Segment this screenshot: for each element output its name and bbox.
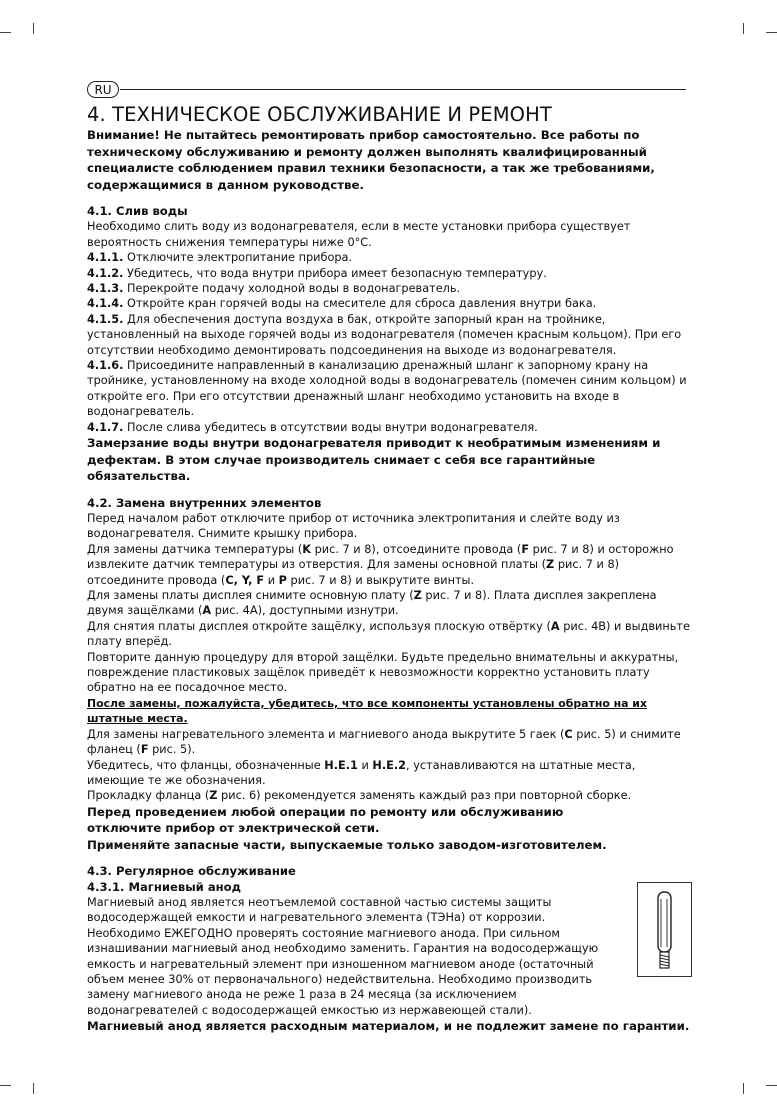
step-text: Убедитесь, что вода внутри прибора имеет безопасную температуру.: [123, 266, 547, 280]
step-number: 4.1.3.: [87, 282, 124, 296]
crop-mark: [766, 1085, 777, 1086]
replacement-paragraph: Для замены датчика температуры (K рис. 7 и 8), отсоедините провода (F рис. 7 и 8) и осторожно извлеките датчик температуры из отверстия. Для замены основной платы (Z рис. 7 и 8) отсоедините провода (С, Y, F и Р рис. 7 и 8) и выкрутите винты.: [87, 542, 674, 587]
crop-mark: [0, 32, 11, 33]
step-text: После слива убедитесь в отсутствии воды внутри водонагревателя.: [123, 420, 538, 434]
drain-step: [87, 296, 692, 311]
page-title: 4. ТЕХНИЧЕСКОЕ ОБСЛУЖИВАНИЕ И РЕМОНТ: [87, 103, 552, 126]
anode-paragraph: Магниевый анод является неотъемлемой составной частью системы защиты водосодержащей емкости и нагревательного элемента (ТЭНа) от коррозии. Необходимо ЕЖЕГОДНО проверять состояние магниевого анода. При сильном изнашивании магниевый анод необходимо заменить. Гарантия на водосодержащую емкость и нагревательный элемент при изношенном магниевом аноде (остаточный объем менее 30% от первоначального) недействительна. Необходимо производить замену магниевого анода не реже 1 раза в 24 месяца (за исключением водонагревателей с водосодержащей емкостью из нержавеющей стали).: [87, 896, 599, 1017]
crop-mark: [743, 23, 744, 34]
replacement-paragraph: Перед началом работ отключите прибор от источника электропитания и слейте воду из водонагревателя. Снимите крышку прибора.: [87, 512, 620, 541]
header-rule: [120, 89, 686, 90]
page-content: [87, 103, 692, 1035]
step-number: 4.1.2.: [87, 266, 124, 280]
crop-mark: [33, 23, 34, 34]
section-heading-maintenance: 4.3. Регулярное обслуживание: [87, 864, 296, 879]
step-text: Для обеспечения доступа воздуха в бак, откройте запорный кран на тройнике, установленный на выходе горячей воды из водонагревателя (помечен красным кольцом). При его отсутствии необходимо демонтировать подсоединения на выходе из водонагревателя.: [87, 312, 682, 357]
step-number: 4.1.7.: [87, 420, 124, 434]
drain-step: [87, 281, 692, 296]
freeze-warning: Замерзание воды внутри водонагревателя приводит к необратимым изменениям и дефектам. В этом случае производитель снимает с себя все гарантийные обязательства.: [87, 436, 661, 484]
step-number: 4.1.5.: [87, 312, 124, 326]
crop-mark: [743, 1083, 744, 1094]
anode-illustration: [637, 882, 692, 977]
magnesium-anode-icon: [638, 883, 691, 976]
step-text: Присоедините направленный в канализацию дренажный шланг к запорному крану на тройнике, установленному на входе холодной воды в водонагреватель (помечен синим кольцом) и откройте его. При его отсутствии дренажный шланг необходимо установить на входе в водонагреватель.: [87, 359, 687, 419]
safety-warning: Внимание! Не пытайтесь ремонтировать прибор самостоятельно. Все работы по техническому обслуживанию и ремонту должен выполнять квалифицированный специалисте соблюдением правил техники безопасности, а так же требованиями, содержащимися в данном руководстве.: [87, 128, 655, 192]
language-badge: RU: [87, 81, 119, 98]
step-text: Отключите электропитание прибора.: [123, 251, 353, 265]
drain-intro: Необходимо слить воду из водонагревателя, если в месте установки прибора существует вероятность снижения температуры ниже 0°С.: [87, 220, 631, 249]
replacement-paragraph: Для снятия платы дисплея откройте защёлку, используя плоскую отвёртку (А рис. 4В) и выдвиньте плату вперёд.: [87, 619, 690, 649]
drain-step: [87, 358, 692, 420]
drain-step: [87, 312, 692, 358]
drain-step: [87, 250, 692, 265]
step-text: Перекройте подачу холодной воды в водонагреватель.: [123, 282, 461, 296]
replacement-paragraph: Для замены нагревательного элемента и магниевого анода выкрутите 5 гаек (C рис. 5) и снимите фланец (F рис. 5).: [87, 727, 681, 757]
crop-mark: [33, 1083, 34, 1094]
anode-block: [87, 880, 692, 1019]
step-number: 4.1.1.: [87, 251, 124, 265]
replacement-paragraph: Убедитесь, что фланцы, обозначенные Н.Е.1 и Н.Е.2, устанавливаются на штатные места, имеющие те же обозначения.: [87, 758, 636, 787]
step-number: 4.1.6.: [87, 359, 124, 373]
drain-step: [87, 420, 692, 435]
replacement-paragraph: Для замены платы дисплея снимите основную плату (Z рис. 7 и 8). Плата дисплея закреплена двумя защёлками (А рис. 4А), доступными изнутри.: [87, 589, 657, 618]
replacement-paragraph: Прокладку фланца (Z рис. 6) рекомендуется заменять каждый раз при повторной сборке.: [87, 789, 632, 803]
spare-parts-notice: Применяйте запасные части, выпускаемые только заводом-изготовителем.: [87, 837, 607, 852]
anode-warning: Магниевый анод является расходным материалом, и не подлежит замене по гарантии.: [87, 1019, 690, 1034]
replacement-paragraph: Повторите данную процедуру для второй защёлки. Будьте предельно внимательны и аккуратны, повреждение пластиковых защёлок приведёт к невозможности корректно установить плату обратно на ее посадочное место.: [87, 650, 679, 695]
disconnect-warning: Перед проведением любой операции по ремонту или обслуживанию отключите прибор от электрической сети.: [87, 804, 564, 836]
section-heading-replacement: 4.2. Замена внутренних элементов: [87, 495, 322, 510]
step-text: Откройте кран горячей воды на смесителе для сброса давления внутри бака.: [123, 297, 597, 311]
reassembly-notice: После замены, пожалуйста, убедитесь, что все компоненты установлены обратно на их штатные места.: [87, 696, 647, 726]
crop-mark: [0, 1085, 11, 1086]
drain-step: [87, 266, 692, 281]
section-heading-drain: 4.1. Слив воды: [87, 204, 188, 218]
subsection-heading-anode: 4.3.1. Магниевый анод: [87, 879, 242, 894]
step-number: 4.1.4.: [87, 297, 124, 311]
crop-mark: [766, 32, 777, 33]
